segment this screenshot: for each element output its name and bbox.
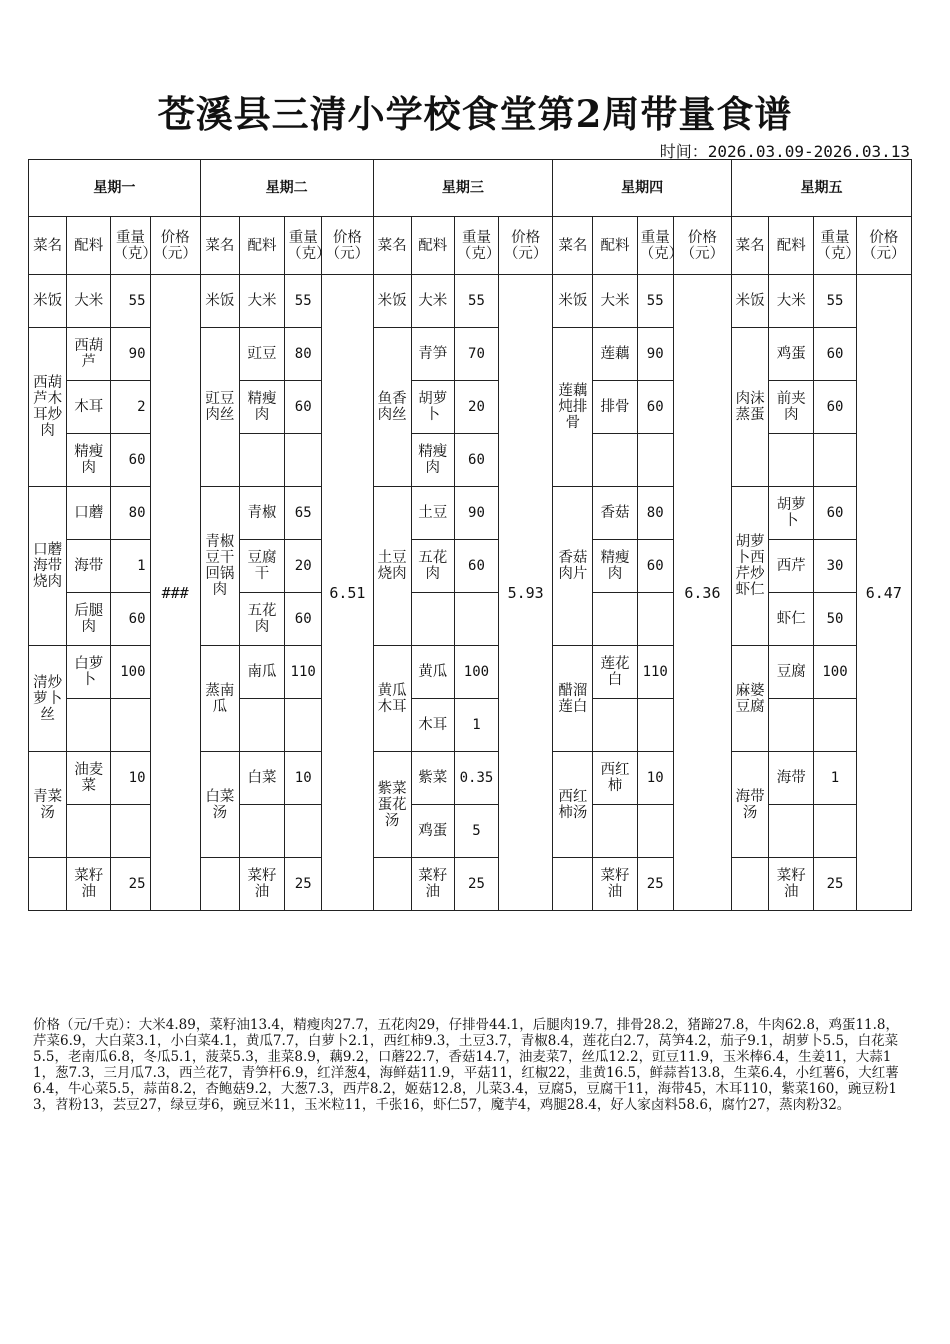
ingredient xyxy=(769,805,814,858)
ingredient: 鸡蛋 xyxy=(411,805,454,858)
dish-name: 口蘑海带烧肉 xyxy=(29,487,67,646)
weight: 55 xyxy=(285,275,322,328)
price-thu: 6.36 xyxy=(673,275,731,911)
weight: 30 xyxy=(814,540,856,593)
weight: 80 xyxy=(285,328,322,381)
ingredient: 紫菜 xyxy=(411,752,454,805)
dish-name: 米饭 xyxy=(553,275,593,328)
weight: 55 xyxy=(454,275,498,328)
ingredient: 虾仁 xyxy=(769,593,814,646)
ingredient: 木耳 xyxy=(411,699,454,752)
ingredient: 莲花白 xyxy=(593,646,637,699)
ingredient xyxy=(67,805,111,858)
weight: 1 xyxy=(814,752,856,805)
dish-name: 米饭 xyxy=(29,275,67,328)
ingredient: 大米 xyxy=(411,275,454,328)
price-header-fri: 价格（元） xyxy=(856,217,911,275)
weight: 0.35 xyxy=(454,752,498,805)
dish-name: 肉沫蒸蛋 xyxy=(732,328,769,487)
weight: 80 xyxy=(637,487,673,540)
dish-name xyxy=(553,858,593,911)
weight: 1 xyxy=(454,699,498,752)
dish-name-header-tue: 菜名 xyxy=(200,217,239,275)
weight: 70 xyxy=(454,328,498,381)
dish-name: 海带汤 xyxy=(732,752,769,858)
weight xyxy=(814,699,856,752)
ingredient: 胡萝卜 xyxy=(411,381,454,434)
weight xyxy=(285,699,322,752)
date-range: 时间：2026.03.09-2026.03.13 xyxy=(659,142,910,161)
dish-name xyxy=(200,858,239,911)
weight-header-wed: 重量（克） xyxy=(454,217,498,275)
ingredient: 大米 xyxy=(67,275,111,328)
ingredient: 木耳 xyxy=(67,381,111,434)
dish-name: 土豆烧肉 xyxy=(373,487,411,646)
price-header-tue: 价格（元） xyxy=(322,217,373,275)
weight: 60 xyxy=(285,593,322,646)
ingredient-header-thu: 配料 xyxy=(593,217,637,275)
day-header-tue: 星期二 xyxy=(200,160,373,217)
weight: 25 xyxy=(814,858,856,911)
weight: 60 xyxy=(111,593,150,646)
ingredient: 五花肉 xyxy=(411,540,454,593)
weight: 55 xyxy=(111,275,150,328)
day-header-row xyxy=(29,160,912,217)
weight: 25 xyxy=(637,858,673,911)
weight: 25 xyxy=(285,858,322,911)
ingredient: 菜籽油 xyxy=(411,858,454,911)
weight xyxy=(454,593,498,646)
dish-name: 青菜汤 xyxy=(29,752,67,858)
ingredient: 豆腐干 xyxy=(239,540,284,593)
weight xyxy=(111,699,150,752)
ingredient: 香菇 xyxy=(593,487,637,540)
dish-name: 西红柿汤 xyxy=(553,752,593,858)
ingredient: 豆腐 xyxy=(769,646,814,699)
weight: 2 xyxy=(111,381,150,434)
ingredient: 精瘦肉 xyxy=(67,434,111,487)
ingredient xyxy=(239,699,284,752)
ingredient: 菜籽油 xyxy=(239,858,284,911)
dish-name-header-thu: 菜名 xyxy=(553,217,593,275)
page-title: 苍溪县三清小学校食堂第2周带量食谱 xyxy=(157,92,793,136)
ingredient: 精瘦肉 xyxy=(239,381,284,434)
day-header-fri: 星期五 xyxy=(732,160,912,217)
weight: 100 xyxy=(111,646,150,699)
dish-name xyxy=(732,858,769,911)
ingredient xyxy=(593,593,637,646)
dish-name: 米饭 xyxy=(200,275,239,328)
dish-name: 米饭 xyxy=(373,275,411,328)
ingredient xyxy=(239,805,284,858)
ingredient xyxy=(769,434,814,487)
dish-name: 醋溜莲白 xyxy=(553,646,593,752)
weight: 60 xyxy=(637,540,673,593)
weight: 60 xyxy=(814,487,856,540)
ingredient xyxy=(239,434,284,487)
weight xyxy=(637,434,673,487)
weight xyxy=(285,434,322,487)
dish-name: 紫菜蛋花汤 xyxy=(373,752,411,858)
ingredient: 菜籽油 xyxy=(769,858,814,911)
dish-name: 麻婆豆腐 xyxy=(732,646,769,752)
ingredient-header-mon: 配料 xyxy=(67,217,111,275)
ingredient: 海带 xyxy=(67,540,111,593)
weight xyxy=(111,805,150,858)
dish-name: 青椒豆干回锅肉 xyxy=(200,487,239,646)
ingredient-header-wed: 配料 xyxy=(411,217,454,275)
ingredient: 精瘦肉 xyxy=(411,434,454,487)
day-header-thu: 星期四 xyxy=(553,160,732,217)
weight: 90 xyxy=(111,328,150,381)
weight: 65 xyxy=(285,487,322,540)
ingredient: 后腿肉 xyxy=(67,593,111,646)
ingredient: 莲藕 xyxy=(593,328,637,381)
dish-name: 香菇肉片 xyxy=(553,487,593,646)
ingredient xyxy=(411,593,454,646)
weight: 60 xyxy=(454,434,498,487)
weight: 55 xyxy=(814,275,856,328)
ingredient: 青笋 xyxy=(411,328,454,381)
dish-name: 鱼香肉丝 xyxy=(373,328,411,487)
price-note: 价格（元/千克）：大米4.89，菜籽油13.4，精瘦肉27.7，五花肉29，仔排骨44.1，后腿肉19.7，排骨28.2，猪蹄27.8，牛肉62.8，鸡蛋11.8，芹菜6.9，大白菜3.1，小白菜4.1，黄瓜7.7，白萝卜2.1，西红柿9.3，土豆3.7，青椒8.4，莲花白2.7，莴笋4.2，茄子9.1，胡萝卜5.5，白花菜5.5，老南瓜6.8，冬瓜5.1，菠菜5.3，韭菜8.9，藕9.2，口蘑22.7，香菇14.7，油麦菜7，丝瓜12.2，豇豆11.9，玉米棒6.4，生姜11，大蒜11，葱7.3，三月瓜7.3，西兰花7，青笋杆6.9，红洋葱4，海鲜菇11.9，平菇11，红椒22，韭黄16.5，鲜蒜苔13.8，生菜6.4，小红薯6，大红薯6.4，牛心菜5.5，蒜苗8.2，杏鲍菇9.2，大葱7.3，西芹8.2，姬菇12.8，儿菜3.4，豆腐5，豆腐干11，海带45，木耳110，紫菜160，豌豆粉13，苕粉13，芸豆27，绿豆芽6，豌豆米11，玉米粒11，千张16，虾仁57，魔芋4，鸡腿28.4，好人家卤料58.6，腐竹27，蒸肉粉32。 xyxy=(33,1017,900,1113)
ingredient: 海带 xyxy=(769,752,814,805)
table-row xyxy=(29,275,912,328)
weight xyxy=(637,805,673,858)
ingredient: 土豆 xyxy=(411,487,454,540)
dish-name-header-fri: 菜名 xyxy=(732,217,769,275)
ingredient-header-tue: 配料 xyxy=(239,217,284,275)
dish-name xyxy=(29,858,67,911)
weight-header-tue: 重量（克） xyxy=(285,217,322,275)
ingredient xyxy=(67,699,111,752)
ingredient-header-fri: 配料 xyxy=(769,217,814,275)
weight: 90 xyxy=(637,328,673,381)
ingredient: 菜籽油 xyxy=(593,858,637,911)
day-header-mon: 星期一 xyxy=(29,160,201,217)
dish-name: 黄瓜木耳 xyxy=(373,646,411,752)
weight xyxy=(637,593,673,646)
weight xyxy=(814,805,856,858)
dish-name: 清炒萝卜丝 xyxy=(29,646,67,752)
ingredient: 豇豆 xyxy=(239,328,284,381)
weight: 50 xyxy=(814,593,856,646)
ingredient xyxy=(593,434,637,487)
dish-name: 白菜汤 xyxy=(200,752,239,858)
ingredient: 西芹 xyxy=(769,540,814,593)
ingredient: 南瓜 xyxy=(239,646,284,699)
weight: 20 xyxy=(285,540,322,593)
weight: 100 xyxy=(454,646,498,699)
price-mon: ### xyxy=(150,275,200,911)
column-header-row xyxy=(29,217,912,275)
ingredient: 青椒 xyxy=(239,487,284,540)
weight: 90 xyxy=(454,487,498,540)
dish-name-header-wed: 菜名 xyxy=(373,217,411,275)
weight: 25 xyxy=(111,858,150,911)
weight: 60 xyxy=(111,434,150,487)
price-wed: 5.93 xyxy=(499,275,553,911)
dish-name: 莲藕炖排骨 xyxy=(553,328,593,487)
weight-header-mon: 重量（克） xyxy=(111,217,150,275)
weight: 100 xyxy=(814,646,856,699)
dish-name: 胡萝卜西芹炒虾仁 xyxy=(732,487,769,646)
weight: 55 xyxy=(637,275,673,328)
weight: 1 xyxy=(111,540,150,593)
dish-name-header-mon: 菜名 xyxy=(29,217,67,275)
weight: 60 xyxy=(814,328,856,381)
weight xyxy=(814,434,856,487)
dish-name: 米饭 xyxy=(732,275,769,328)
weight: 80 xyxy=(111,487,150,540)
day-header-wed: 星期三 xyxy=(373,160,553,217)
ingredient: 大米 xyxy=(769,275,814,328)
ingredient: 胡萝卜 xyxy=(769,487,814,540)
weight: 60 xyxy=(637,381,673,434)
ingredient: 西葫芦 xyxy=(67,328,111,381)
weight: 25 xyxy=(454,858,498,911)
price-header-mon: 价格（元） xyxy=(150,217,200,275)
ingredient: 五花肉 xyxy=(239,593,284,646)
weight: 110 xyxy=(637,646,673,699)
ingredient: 白萝卜 xyxy=(67,646,111,699)
dish-name xyxy=(373,858,411,911)
dish-name: 豇豆肉丝 xyxy=(200,328,239,487)
weight: 110 xyxy=(285,646,322,699)
weight-header-thu: 重量（克） xyxy=(637,217,673,275)
ingredient: 排骨 xyxy=(593,381,637,434)
ingredient: 黄瓜 xyxy=(411,646,454,699)
price-header-thu: 价格（元） xyxy=(673,217,731,275)
weight: 10 xyxy=(111,752,150,805)
weight: 10 xyxy=(285,752,322,805)
weight xyxy=(637,699,673,752)
weight-header-fri: 重量（克） xyxy=(814,217,856,275)
ingredient: 口蘑 xyxy=(67,487,111,540)
price-fri: 6.47 xyxy=(856,275,911,911)
weight: 20 xyxy=(454,381,498,434)
ingredient xyxy=(593,699,637,752)
dish-name: 蒸南瓜 xyxy=(200,646,239,752)
ingredient: 油麦菜 xyxy=(67,752,111,805)
weight: 10 xyxy=(637,752,673,805)
weight: 5 xyxy=(454,805,498,858)
ingredient: 白菜 xyxy=(239,752,284,805)
ingredient: 大米 xyxy=(593,275,637,328)
ingredient: 前夹肉 xyxy=(769,381,814,434)
price-header-wed: 价格（元） xyxy=(499,217,553,275)
ingredient: 鸡蛋 xyxy=(769,328,814,381)
ingredient xyxy=(593,805,637,858)
weight xyxy=(285,805,322,858)
dish-name: 西葫芦木耳炒肉 xyxy=(29,328,67,487)
ingredient: 西红柿 xyxy=(593,752,637,805)
ingredient xyxy=(769,699,814,752)
price-tue: 6.51 xyxy=(322,275,373,911)
ingredient: 精瘦肉 xyxy=(593,540,637,593)
ingredient: 大米 xyxy=(239,275,284,328)
weight: 60 xyxy=(285,381,322,434)
weight: 60 xyxy=(454,540,498,593)
ingredient: 菜籽油 xyxy=(67,858,111,911)
menu-table xyxy=(28,159,912,911)
weight: 60 xyxy=(814,381,856,434)
